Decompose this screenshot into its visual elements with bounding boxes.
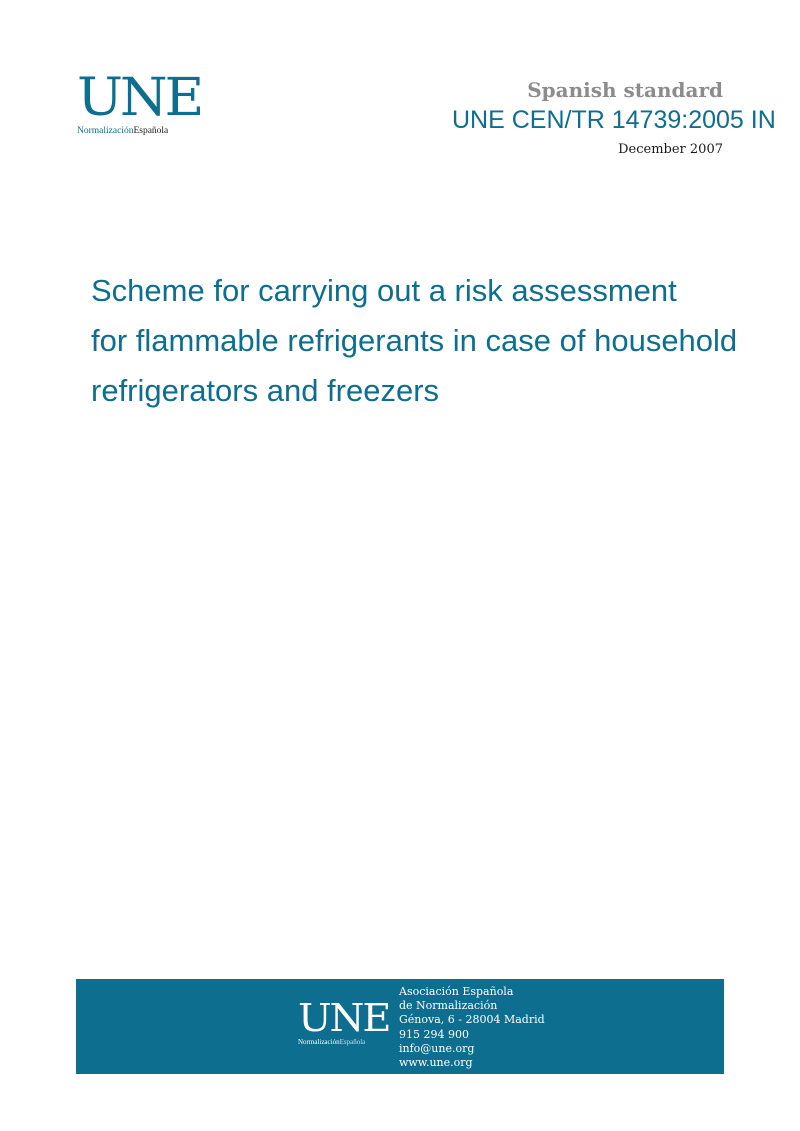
document-title [91,266,791,416]
title-line: refrigerators and freezers [91,373,440,408]
footer-band [76,979,724,1074]
contact-email: info@une.org [399,1041,475,1055]
footer-logo-subtitle-part2: Española [339,1038,366,1046]
footer-une-logo [298,996,390,1046]
contact-org-line1: Asociación Española [399,985,514,998]
footer-logo-subtitle-part1: Normalización [298,1038,340,1046]
logo-subtitle-part2: Española [133,126,169,136]
document-code: UNE CEN/TR 14739:2005 IN [452,106,776,134]
footer-logo-mark: UNE [298,996,390,1040]
contact-info [399,985,545,1070]
contact-org-line2: de Normalización [399,999,498,1013]
contact-address: Génova, 6 - 28004 Madrid [399,1013,545,1027]
document-type: Spanish standard [527,78,723,102]
logo-mark: UNE [77,68,202,128]
contact-phone: 915 294 900 [399,1027,469,1041]
une-logo [77,68,202,136]
title-line: Scheme for carrying out a risk assessment [91,273,677,308]
document-date: December 2007 [618,142,723,157]
contact-website: www.une.org [399,1056,473,1070]
title-line: for flammable refrigerants in case of household [91,323,738,358]
logo-subtitle-part1: Normalización [77,126,134,136]
